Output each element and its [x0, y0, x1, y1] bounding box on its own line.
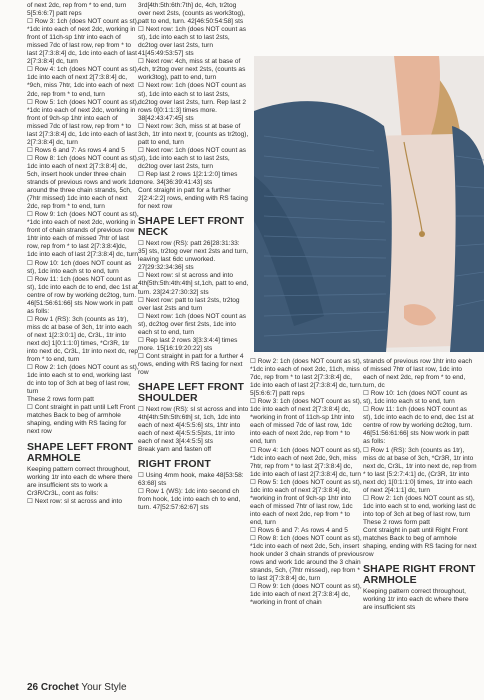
paragraph: ☐ Row 1 (RS): 3ch (counts as 1tr), miss dc at base of 3ch, *Cr3R, 1tr into next dc, Cr3L, 1tr into next dc, rep from * to last [5:2:7:4:1] dc, (Cr3R, 1tr into next dc) 1[0:1:1:0] times, 1tr into each of next 2[4:1:1] dc, turn [363, 446, 477, 494]
paragraph: ☐ Cont straight in patt for a further 4 rows, ending with RS facing for next row [138, 352, 244, 376]
cardigan-photo-illustration [254, 56, 484, 352]
paragraph: ☐ Row 11: 1ch (does NOT count as st), 1dc into each dc to end, dec 1st at centre of row by working dc2tog, turn. 46[51:56:61:66] sts Now work in patt as folls: [27, 275, 138, 315]
paragraph: ☐ Next row: 1ch (does NOT count as st), 1dc into each st to last 2sts, dc2tog over last 2sts, turn. Rep last 2 rows 0[0:1:1:3] times more. 38[42:43:47:45] sts [138, 82, 247, 122]
paragraph: ☐ Row 5: 1ch (does NOT count as st), *1dc into each of next 2dc, working in front of 9ch-sp 1htr into each of missed 7dc of last row, rep from * to last 2[7:3:8:4] dc, 1dc into each of last 2[7:3:8:4] dc, turn [27, 98, 139, 146]
paragraph: ☐ Row 3: 1ch (does NOT count as st), 1dc into each of next 2[7:3:8:4] dc, *working in front of 11ch-sp 1htr into each of missed 7dc of last row, 1dc into each of next 2dc, rep from * to end, turn [250, 398, 362, 446]
text-column-3 [250, 358, 364, 607]
paragraph: ☐ Row 4: 1ch (does NOT count as st), *1dc into each of next 2dc, 9ch, miss 7htr, rep from * to last 2[7:3:8:4] dc, 1dc into each of last 2[7:3:8:4] dc, turn [250, 446, 362, 478]
paragraph: 3rd[4th:5th:6th:7th] dc, 4ch, tr2tog over next 2sts, (counts as work3tog), patt to end, turn. 42[46:50:54:58] sts [138, 2, 245, 26]
paragraph: ☐ Next row (RS): patt 26[28:31:33: 35] sts, tr2tog over next 2sts and turn, leaving last 6dc unworked. 27[29:32:34:36] sts [138, 240, 248, 272]
section-heading-left-neck: SHAPE LEFT FRONT NECK [138, 215, 245, 239]
paragraph: ☐ Using 4mm hook, make 48[53:58: 63:68] sts [138, 472, 244, 488]
paragraph: These 2 rows form patt [27, 396, 94, 404]
paragraph: ☐ Row 1 (RS): 3ch (counts as 1tr), miss dc at base of 3ch, 1tr into each of next 1[2:3:0:1] dc, Cr3L, 1tr into next dc] 1[0:1:1:0] times, *Cr3R, 1tr into next dc, Cr3L, 1tr into next dc, rep from * to end, turn [27, 315, 138, 364]
paragraph: ☐ Rows 6 and 7: As rows 4 and 5 [250, 526, 348, 534]
section-heading-right-armhole: SHAPE RIGHT FRONT ARMHOLE [363, 563, 476, 587]
paragraph: ☐ Rep last 2 rows 1[2:1:2:0] times more. 34[36:39:41:43] sts [138, 170, 238, 187]
text-column-2 [138, 2, 250, 513]
paragraph: ☐ Row 9: 1ch (does NOT count as st), *1dc into each of next 2dc, working in front of chain strands of previous row 1htr into each of missed 7htr of last row, rep from * to last 2[7:3:8:4]dc, 1dc into each of last 2[7:3:8:4] dc, turn [27, 211, 139, 259]
paragraph: ☐ Row 9: 1ch (does NOT count as st), 1dc into each of next 2[7:3:8:4] dc, *working in front of chain [250, 583, 362, 607]
paragraph: Cont straight in patt for a further 2[2:4:2:2] rows, ending with RS facing for next row [138, 187, 248, 211]
paragraph: ☐ Row 10: 1ch (does NOT count as st), 1dc into each st to end, turn [27, 259, 132, 275]
paragraph: ☐ Row 11: 1ch (does NOT count as st), 1dc into each dc to end, dec 1st at centre of row by working dc2tog, turn. 46[51:56:61:66] sts Now work in patt as folls: [363, 406, 474, 446]
paragraph: ☐ Next row (RS): sl st across and into 4th[4th:5th:5th:6th] st, 1ch, 1dc into each of next 4[4:5:5:6] sts, 1htr into each of next 4[4:5:5:5]sts, 1tr into each of next 3[4:4:5:5] sts [138, 406, 249, 446]
magazine-name: Crochet [40, 682, 79, 693]
paragraph: ☐ Row 2: 1ch (does NOT count as st), *1dc into each of next 2dc, 11ch, miss 7dc, rep from * to last 2[7:3:8:4] dc, 1dc into each of last 2[7:3:8:4] dc, turn. 5[5:6:6:7] patt reps [250, 358, 363, 398]
paragraph: ☐ Next row: 4ch, miss st at base of 4ch, tr2tog over next 2sts, (counts as work3tog), patt to end, turn [138, 58, 246, 82]
paragraph: ☐ Next row: 1ch (does NOT count as st), dc2tog over first 2sts, 1dc into each st to end, turn [138, 312, 246, 336]
paragraph: ☐ Rows 6 and 7: As rows 4 and 5 [27, 146, 125, 154]
paragraph: ☐ Next row: 1ch (does NOT count as st), 1dc into each st to last 2sts, dc2tog over last 2sts, turn [138, 146, 246, 170]
paragraph: Break yarn and fasten off [138, 446, 212, 454]
paragraph: ☐ Row 2: 1ch (does NOT count as st), 1dc into each st to end, working last dc into top of 3ch at beg of last row, turn [27, 364, 139, 396]
text-column-1 [27, 2, 139, 506]
paragraph: ☐ Row 2: 1ch (does NOT count as st), 1dc into each st to end, working last dc into top of 3ch at beg of last row, turn [363, 494, 476, 518]
magazine-subtitle: Your Style [81, 682, 127, 693]
model-photo [254, 56, 484, 352]
section-heading-left-shoulder: SHAPE LEFT FRONT SHOULDER [138, 381, 245, 405]
paragraph: Keeping pattern correct throughout, working 1tr into each dc where there are insufficient sts to work a Cr3R/Cr3L, cont as folls: [27, 465, 133, 497]
paragraph: ☐ Cont straight in patt until Left Front matches Back to beg of armhole shaping, ending with RS facing for next row [27, 404, 136, 436]
page-footer [27, 682, 127, 694]
page-number: 26 [27, 682, 39, 693]
paragraph: ☐ Next row: 3ch, miss st at base of 3ch, 1tr into next tr, (counts as tr2tog), patt to end, turn [138, 122, 249, 146]
paragraph: ☐ Rep last 2 rows 3[3:3:4:4] times more. 15[16:19:20:22] sts [138, 336, 238, 352]
section-heading-right-front: RIGHT FRONT [138, 458, 211, 471]
text-column-4 [363, 358, 477, 612]
paragraph: ☐ Row 10: 1ch (does NOT count as st), 1dc into each st to end, turn [363, 390, 468, 406]
paragraph: Keeping pattern correct throughout, working 1tr into each dc where there are insufficient sts [363, 588, 469, 612]
paragraph: ☐ Row 8: 1ch (does NOT count as st), *1dc into each of next 2dc, 5ch, insert hook under 3 chain strands of previous rows and work 1dc around the 3 chain strands, 5ch, (7htr missed), rep from * to last 2[7:3:8:4] dc, turn [250, 535, 363, 583]
paragraph: These 2 rows form patt [363, 518, 430, 526]
paragraph: ☐ Row 8: 1ch (does NOT count as st), 1dc into each of next 2[7:3:8:4] dc, 5ch, insert hook under three chain strands of previous rows and work 1dc around the three chain strands, 5ch, (7htr missed) 1dc into each of next 2dc, rep from * to end, turn [27, 154, 139, 211]
paragraph: ☐ Row 3: 1ch (does NOT count as st), *1dc into each of next 2dc, working in front of 11ch-sp 1htr into each of missed 7dc of last row, rep from * to last 2[7:3:8:4] dc, 1dc into each of last 2[7:3:8:4] dc, turn [27, 18, 139, 66]
paragraph: ☐ Next row: sl st across and into [27, 497, 123, 505]
paragraph: of next 2dc, rep from * to end, turn 5[5:6:6:7] patt reps [27, 2, 127, 18]
section-heading-left-armhole: SHAPE LEFT FRONT ARMHOLE [27, 440, 134, 464]
paragraph: ☐ Next row: patt to last 2sts, tr2tog over last 2sts and turn [138, 296, 240, 312]
paragraph: ☐ Row 4: 1ch (does NOT count as st), 1dc into each of next 2[7:3:8:4] dc, *9ch, miss 7htr, 1dc into each of next 2dc, rep from * to end, turn [27, 66, 139, 98]
paragraph: strands of previous row 1htr into each of missed 7htr of last row, 1dc into each of next 2dc, rep from * to end, turn, dc [363, 358, 473, 390]
paragraph: ☐ Row 5: 1ch (does NOT count as st), 1dc into each of next 2[7:3:8:4] dc, *working in front of 9ch-sp 1htr into each of missed 7htr of last row, 1dc into each of next 2dc, rep from * to end, turn [250, 478, 362, 526]
paragraph: ☐ Row 1 (WS): 1dc into second ch from hook, 1dc into each ch to end, turn. 47[52:57:62:67] sts [138, 488, 241, 512]
paragraph: ☐ Next row: 1ch (does NOT count as st), 1dc into each st to last 2sts, dc2tog over last 2sts, turn 41[45:49:53:57] sts [138, 26, 246, 58]
paragraph: ☐ Next row: sl st across and into 4th[5th:5th:4th:4th] st,1ch, patt to end, turn. 23[24:27:30:32] sts [138, 272, 249, 296]
paragraph: Cont straight in patt until Right Front matches Back to beg of armhole shaping, ending with RS facing for next row [363, 526, 477, 559]
